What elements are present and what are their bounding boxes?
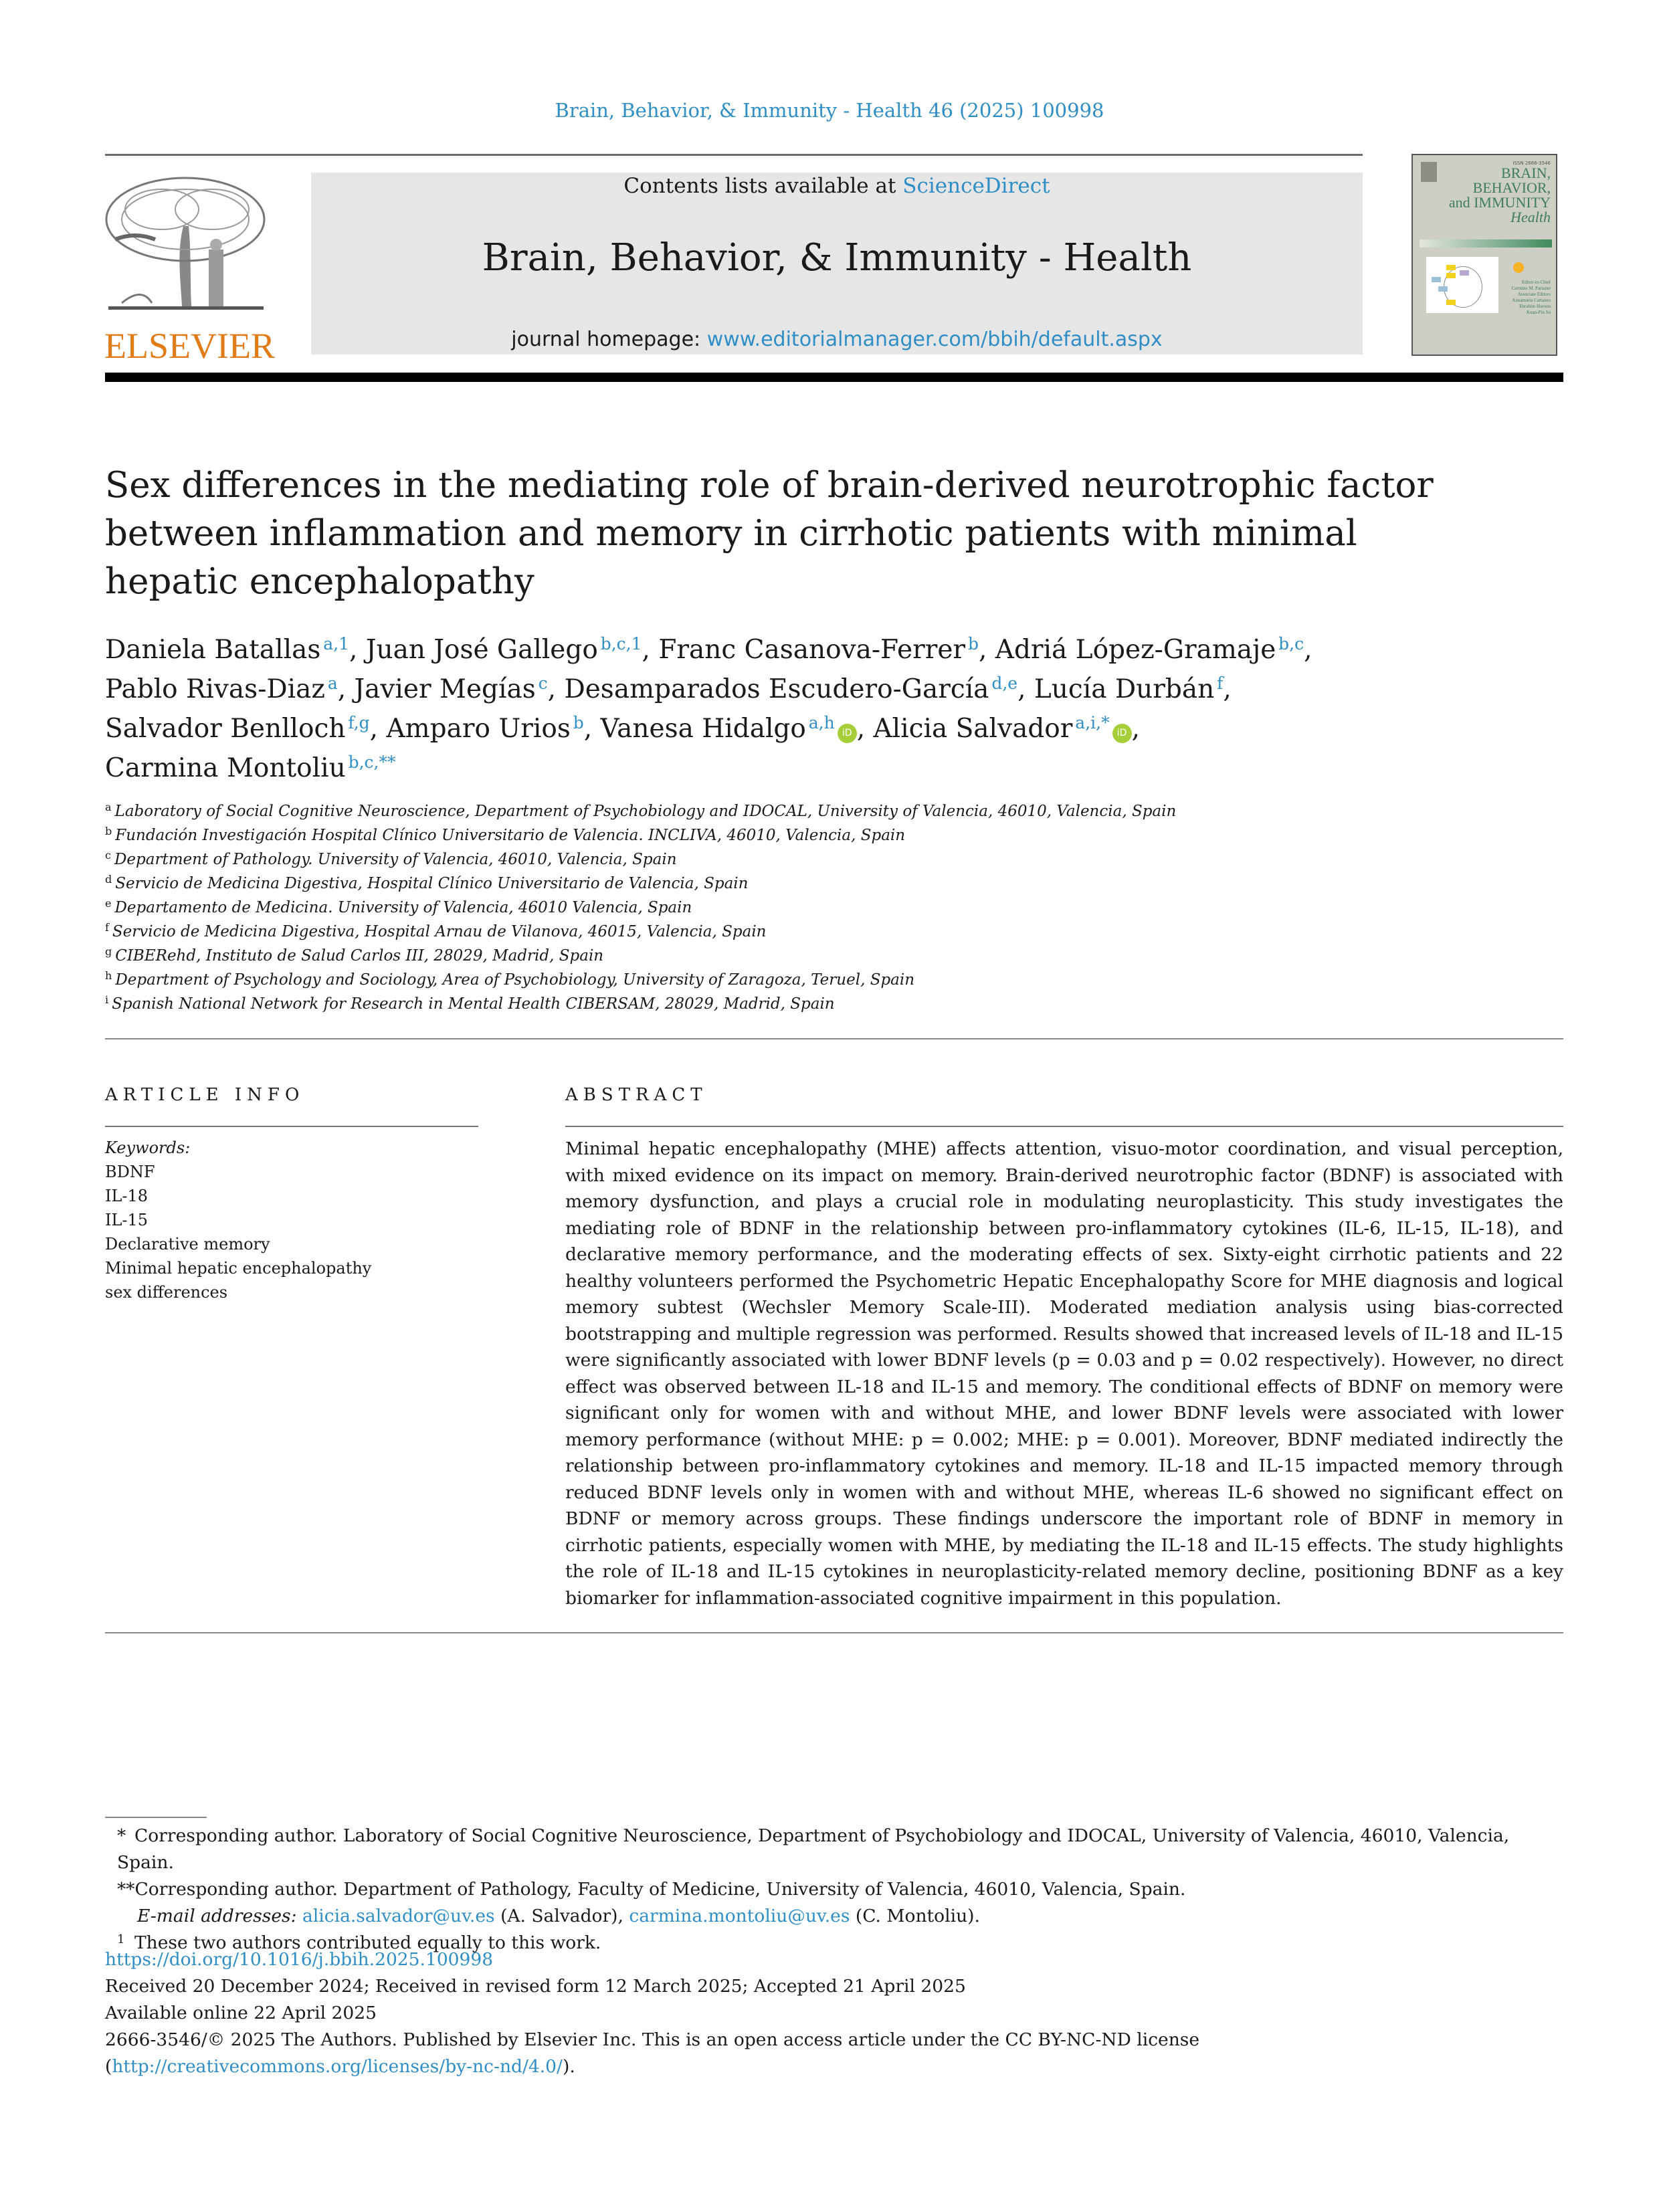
article-title: Sex differences in the mediating role of brain-derived neurotrophic factor between inflammation and memory in cirrhotic patients with minimal hepatic encephalopathy (105, 465, 1434, 602)
affiliation-item: $^f$ Servicio de Medicina Digestiva, Hospital Arnau de Vilanova, 46015, Valencia, Spain (105, 921, 767, 940)
available-online: Available online 22 April 2025 (105, 2003, 377, 2023)
affiliation-item: $^a$ Laboratory of Social Cognitive Neuroscience, Department of Psychobiology and IDOCAL, University of Valencia, 46010, Valencia, Spain (105, 801, 1177, 820)
license-statement: 2666-3546/© 2025 The Authors. Published by Elsevier Inc. This is an open access article under the CC BY-NC-ND license (http://creativecommons.org/licenses/by-nc-nd/4.0/). (105, 2029, 1200, 2077)
affiliation-marker: d,e (991, 674, 1018, 693)
author[interactable]: Pablo Rivas-Diaz $^a$ (105, 674, 338, 704)
abstract-text: Minimal hepatic encephalopathy (MHE) affects attention, visuo-motor coordination, and visual perception, with mixed evidence on its impact on memory. Brain-derived neurotrophic factor (BDNF) is associated with memory dysfunction, and plays a crucial role in modulating neuroplasticity. This study investigates the mediating role of BDNF in the relationship between pro-inflammatory cytokines (IL-6, IL-15, IL-18), and declarative memory performance, and the moderating effects of sex. Sixty-eight cirrhotic patients and 22 healthy volunteers performed the Psychometric Hepatic Encephalopathy Score for MHE diagnosis and logical memory subtest (Wechsler Memory Scale-III). Moderated mediation analysis using bias-corrected bootstrapping and multiple regression was performed. Results showed that increased levels of IL-18 and IL-15 were significantly associated with lower BDNF levels (p = 0.03 and p = 0.02 respectively). However, no direct effect was observed between IL-18 and IL-15 and memory. The conditional effects of BDNF on memory were significant only for women with and without MHE, and lower BDNF levels were associated with lower memory performance (without MHE: p = 0.002; MHE: p = 0.001). Moreover, BDNF mediated indirectly the relationship between pro-inflammatory cytokines and memory. IL-18 and IL-15 impacted memory through reduced BDNF levels only in women with and without MHE, whereas IL-6 showed no significant effect on BDNF or memory across groups. These findings underscore the important role of BDNF in memory in cirrhotic patients, especially women with MHE, by mediating the IL-18 and IL-15 effects. The study highlights the role of IL-18 and IL-15 cytokines in neuroplasticity-related memory decline, positioning BDNF as a key biomarker for inflammation-associated cognitive impairment in this population. (565, 1138, 1563, 1609)
cover-editors: Editor-in-Chief Carmine M. Pariante Associate Editors Annamaria Cattaneo Ebrahim Haroon Kuan-Pin Su (1511, 280, 1551, 315)
elsevier-logo[interactable] (102, 173, 276, 366)
abstract-heading: ABSTRACT (565, 1085, 708, 1105)
publication-info (105, 1946, 1563, 2080)
affiliation-item: $^i$ Spanish National Network for Research in Mental Health CIBERSAM, 28029, Madrid, Spain (105, 993, 835, 1013)
keyword: BDNF (105, 1163, 155, 1181)
article-info-heading: ARTICLE INFO (105, 1085, 305, 1105)
affiliation-marker: a,h (808, 713, 835, 732)
affiliation-item: $^h$ Department of Psychology and Sociology, Area of Psychobiology, University of Zaragoza, Teruel, Spain (105, 969, 915, 989)
header-rule (105, 154, 1363, 156)
email-link-salvador[interactable]: alicia.salvador@uv.es (302, 1906, 495, 1926)
keywords-block (105, 1136, 371, 1304)
author[interactable]: Carmina Montoliu $^{b,c,**}$ (105, 752, 396, 783)
author[interactable]: Juan José Gallego $^{b,c,1}$ (365, 634, 642, 665)
author[interactable]: Franc Casanova-Ferrer $^b$ (658, 634, 979, 665)
affiliation-marker: b,c,** (348, 752, 396, 772)
affiliation-marker: b (967, 634, 979, 653)
author[interactable]: Desamparados Escudero-García $^{d,e}$ (564, 674, 1018, 704)
author[interactable]: Javier Megías $^c$ (354, 674, 548, 704)
homepage-line (311, 328, 1363, 351)
contents-line (311, 174, 1363, 198)
author[interactable]: Adriá López-Gramaje $^{b,c}$ (995, 634, 1304, 665)
journal-homepage-link[interactable]: www.editorialmanager.com/bbih/default.aspx (706, 328, 1163, 351)
running-header[interactable]: Brain, Behavior, & Immunity - Health 46 (2025) 100998 (555, 99, 1104, 122)
affiliation-marker: a,i,* (1075, 713, 1110, 732)
cover-title: BRAIN, BEHAVIOR, and IMMUNITY Health (1448, 165, 1551, 225)
license-link[interactable]: http://creativecommons.org/licenses/by-nc-nd/4.0/ (112, 2056, 563, 2077)
affiliation-item: $^e$ Departamento de Medicina. University of Valencia, 46010 Valencia, Spain (105, 897, 692, 916)
cover-issn: ISSN 2666-3546 (1512, 161, 1551, 166)
keyword: IL-15 (105, 1211, 149, 1229)
author[interactable]: Salvador Benlloch $^{f,g}$ (105, 713, 370, 744)
cover-figure (1426, 257, 1498, 313)
author[interactable]: Lucía Durbán $^f$ (1034, 674, 1224, 704)
orcid-icon[interactable]: iD (1112, 724, 1132, 743)
cover-elsevier-icon (1421, 162, 1437, 182)
keyword: Minimal hepatic encephalopathy (105, 1259, 372, 1278)
footnotes (105, 1823, 1563, 1956)
footnote-rule (105, 1817, 207, 1818)
doi-link[interactable]: https://doi.org/10.1016/j.bbih.2025.100998 (105, 1949, 494, 1970)
email-link-montoliu[interactable]: carmina.montoliu@uv.es (629, 1906, 850, 1926)
email-addresses: E-mail addresses: alicia.salvador@uv.es (A. Salvador), carmina.montoliu@uv.es (C. Montoliu). (137, 1906, 980, 1926)
keyword: sex differences (105, 1283, 228, 1302)
masthead-rule (105, 373, 1563, 382)
author[interactable]: Alicia Salvador $^{a,i,*}$iD (874, 714, 1132, 744)
keyword: Declarative memory (105, 1235, 270, 1253)
contents-prefix: Contents lists available at (623, 174, 903, 198)
author[interactable]: Vanesa Hidalgo $^{a,h}$iD (601, 714, 857, 744)
author-list: Daniela Batallas $^{a,1}$, Juan José Gallego $^{b,c,1}$, Franc Casanova-Ferrer $^b$, Adriá López-Gramaje $^{b,c}$, Pablo Rivas-Diaz $^a$, Javier Megías $^c$, Desamparados Escudero-García $^{d,e}$, Lucía Durbán $^f$, Salvador Benlloch $^{f,g}$, Amparo Urios $^b$, Vanesa Hidalgo $^{a,h}$iD , Alicia Salvador $^{a,i,*}$iD , Carmina Montoliu $^{b,c,**}$ (105, 634, 1312, 783)
affiliation-marker: a (327, 674, 338, 693)
sciencedirect-link[interactable]: ScienceDirect (902, 174, 1050, 198)
orcid-icon[interactable]: iD (838, 724, 857, 743)
journal-title: Brain, Behavior, & Immunity - Health (482, 236, 1192, 280)
keywords-label: Keywords: (105, 1138, 191, 1157)
homepage-prefix: journal homepage: (511, 328, 707, 351)
equal-contribution-note: $^1$ These two authors contributed equally to this work. (117, 1932, 601, 1953)
elsevier-wordmark: ELSEVIER (104, 326, 275, 366)
affiliation-item: $^g$ CIBERehd, Instituto de Salud Carlos III, 28029, Madrid, Spain (105, 945, 604, 965)
corresponding-author-note: **Corresponding author. Department of Pathology, Faculty of Medicine, University of Valencia, 46010, Valencia, Spain. (117, 1879, 1186, 1900)
author[interactable]: Daniela Batallas $^{a,1}$ (105, 634, 350, 665)
tree-icon (102, 173, 269, 320)
affiliation-item: $^d$ Servicio de Medicina Digestiva, Hospital Clínico Universitario de Valencia, Spain (105, 873, 749, 892)
article-info-rule (105, 1126, 478, 1127)
affiliation-list (105, 799, 1510, 1016)
author[interactable]: Amparo Urios $^b$ (386, 713, 584, 744)
section-divider (105, 1632, 1563, 1633)
affiliation-marker: a,1 (323, 634, 350, 653)
cover-band (1420, 239, 1552, 247)
affiliation-item: $^c$ Department of Pathology. University of Valencia, 46010, Valencia, Spain (105, 849, 677, 868)
journal-cover-thumbnail[interactable] (1411, 154, 1557, 356)
corresponding-author-note: * Corresponding author. Laboratory of Social Cognitive Neuroscience, Department of Psychobiology and IDOCAL, University of Valencia, 46010, Valencia, Spain. (117, 1825, 1510, 1873)
affiliation-marker: c (538, 674, 548, 693)
affiliation-item: $^b$ Fundación Investigación Hospital Clínico Universitario de Valencia. INCLIVA, 46010, Valencia, Spain (105, 825, 906, 844)
affiliation-marker: f (1217, 674, 1224, 693)
affiliation-marker: b,c,1 (600, 634, 642, 653)
affiliation-marker: f,g (348, 713, 370, 732)
affiliation-marker: b (573, 713, 584, 732)
journal-banner (311, 173, 1363, 355)
keyword: IL-18 (105, 1187, 149, 1205)
section-divider (105, 1038, 1563, 1039)
sun-icon (1513, 262, 1524, 273)
affiliation-marker: b,c (1278, 634, 1304, 653)
abstract-rule (565, 1126, 1563, 1127)
received-dates: Received 20 December 2024; Received in revised form 12 March 2025; Accepted 21 April 2025 (105, 1976, 966, 1997)
